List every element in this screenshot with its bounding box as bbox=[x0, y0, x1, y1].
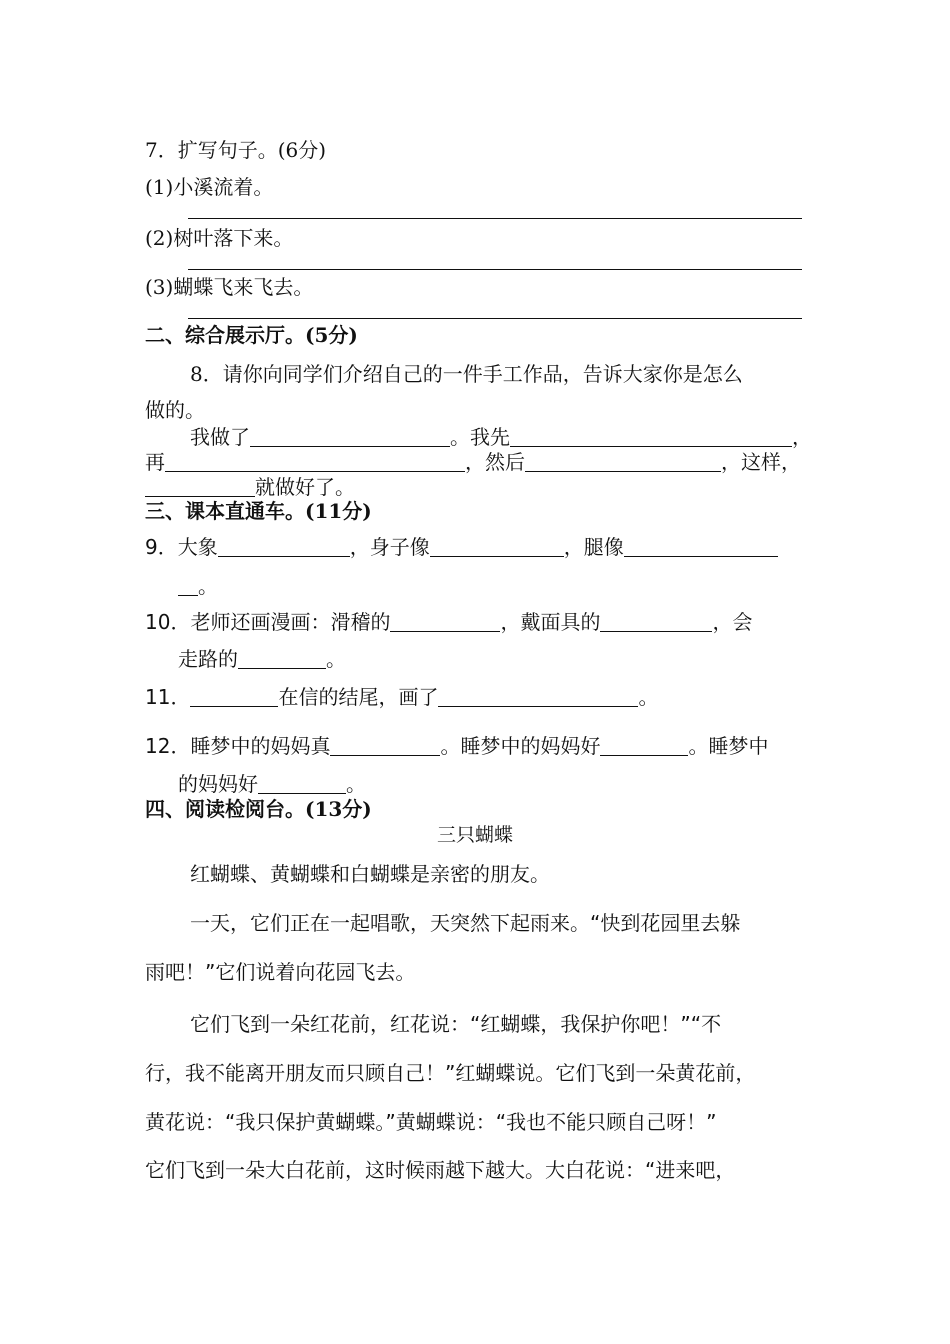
blank-leg[interactable] bbox=[624, 536, 778, 557]
blank-then[interactable] bbox=[165, 451, 465, 472]
fill-text: 老师还画漫画：滑稽的 bbox=[190, 610, 391, 634]
fill-text: 大象 bbox=[177, 535, 218, 559]
fill-text: 在信的结尾，画了 bbox=[278, 685, 439, 709]
answer-line-2[interactable] bbox=[188, 269, 802, 270]
question-8-fill-line-2 bbox=[145, 448, 801, 476]
answer-line-1[interactable] bbox=[188, 218, 802, 219]
passage-line-1: 红蝴蝶、黄蝴蝶和白蝴蝶是亲密的朋友。 bbox=[190, 862, 550, 886]
fill-text: 我做了 bbox=[190, 425, 250, 449]
question-number: 11． bbox=[145, 685, 191, 709]
question-7-item-3: (3)蝴蝶飞来飞去。 bbox=[145, 275, 314, 299]
fill-text: 再 bbox=[145, 450, 165, 474]
blank-mom-1[interactable] bbox=[330, 735, 440, 756]
question-10-line-2 bbox=[178, 645, 346, 673]
question-12-line-2 bbox=[178, 770, 366, 798]
passage-title: 三只蝴蝶 bbox=[436, 824, 513, 846]
question-8-prompt-line-2: 做的。 bbox=[145, 398, 205, 422]
fill-text: 。 bbox=[638, 685, 659, 709]
question-9-line-2 bbox=[178, 572, 218, 600]
question-number: 12． bbox=[145, 734, 191, 758]
question-8-fill-line-1 bbox=[190, 423, 812, 451]
question-8-prompt-line-1: 8．请你向同学们介绍自己的一件手工作品，告诉大家你是怎么 bbox=[190, 362, 743, 386]
question-11-line bbox=[145, 683, 658, 711]
fill-text: 。 bbox=[198, 574, 218, 598]
blank-mask[interactable] bbox=[600, 611, 712, 632]
fill-text: ，戴面具的 bbox=[500, 610, 601, 634]
question-12-line-1 bbox=[145, 732, 768, 760]
section-3-title: 三、课本直通车。(11分) bbox=[145, 499, 372, 523]
blank-walk[interactable] bbox=[238, 648, 326, 669]
blank-made[interactable] bbox=[250, 426, 450, 447]
passage-line-6: 黄花说：“我只保护黄蝴蝶。”黄蝴蝶说：“我也不能只顾自己呀！” bbox=[145, 1110, 717, 1134]
answer-line-3[interactable] bbox=[188, 318, 802, 319]
passage-line-4: 它们飞到一朵红花前，红花说：“红蝴蝶，我保护你吧！”“不 bbox=[190, 1012, 722, 1036]
blank-elephant[interactable] bbox=[218, 536, 350, 557]
question-7-title: 7．扩写句子。(6分) bbox=[145, 138, 327, 162]
fill-text: ，这样， bbox=[721, 450, 801, 474]
question-9-line-1 bbox=[145, 533, 778, 561]
blank-leg-cont[interactable] bbox=[178, 575, 198, 596]
fill-text: 。 bbox=[346, 772, 366, 796]
question-7-item-2: (2)树叶落下来。 bbox=[145, 226, 294, 250]
section-2-title: 二、综合展示厅。(5分) bbox=[145, 323, 358, 347]
fill-text: ， bbox=[792, 425, 812, 449]
passage-line-3: 雨吧！”它们说着向花园飞去。 bbox=[145, 960, 416, 984]
fill-text: 就做好了。 bbox=[255, 475, 355, 499]
question-7-item-1: (1)小溪流着。 bbox=[145, 175, 274, 199]
question-number: 9． bbox=[145, 535, 178, 559]
blank-mom-3[interactable] bbox=[258, 773, 346, 794]
fill-text: ，会 bbox=[712, 610, 753, 634]
blank-first[interactable] bbox=[510, 426, 792, 447]
fill-text: ，身子像 bbox=[349, 535, 430, 559]
blank-result[interactable] bbox=[145, 476, 255, 497]
fill-text: ，然后 bbox=[465, 450, 525, 474]
question-number: 10． bbox=[145, 610, 191, 634]
passage-line-2: 一天，它们正在一起唱歌，天突然下起雨来。“快到花园里去躲 bbox=[190, 911, 741, 935]
blank-body[interactable] bbox=[430, 536, 564, 557]
blank-mom-2[interactable] bbox=[600, 735, 688, 756]
fill-text: ，腿像 bbox=[563, 535, 624, 559]
fill-text: 。睡梦中 bbox=[688, 734, 769, 758]
fill-text: 睡梦中的妈妈真 bbox=[190, 734, 331, 758]
passage-line-5: 行，我不能离开朋友而只顾自己！”红蝴蝶说。它们飞到一朵黄花前， bbox=[145, 1061, 756, 1085]
fill-text: 。 bbox=[326, 647, 346, 671]
blank-funny[interactable] bbox=[390, 611, 500, 632]
question-10-line-1 bbox=[145, 608, 752, 636]
fill-text: 。我先 bbox=[450, 425, 510, 449]
fill-text: 的妈妈好 bbox=[178, 772, 258, 796]
passage-line-7: 它们飞到一朵大白花前，这时候雨越下越大。大白花说：“进来吧， bbox=[145, 1158, 736, 1182]
blank-drew[interactable] bbox=[438, 686, 638, 707]
section-4-title: 四、阅读检阅台。(13分) bbox=[145, 797, 372, 821]
blank-who[interactable] bbox=[190, 686, 278, 707]
fill-text: 走路的 bbox=[178, 647, 238, 671]
blank-after[interactable] bbox=[525, 451, 721, 472]
fill-text: 。睡梦中的妈妈好 bbox=[440, 734, 601, 758]
